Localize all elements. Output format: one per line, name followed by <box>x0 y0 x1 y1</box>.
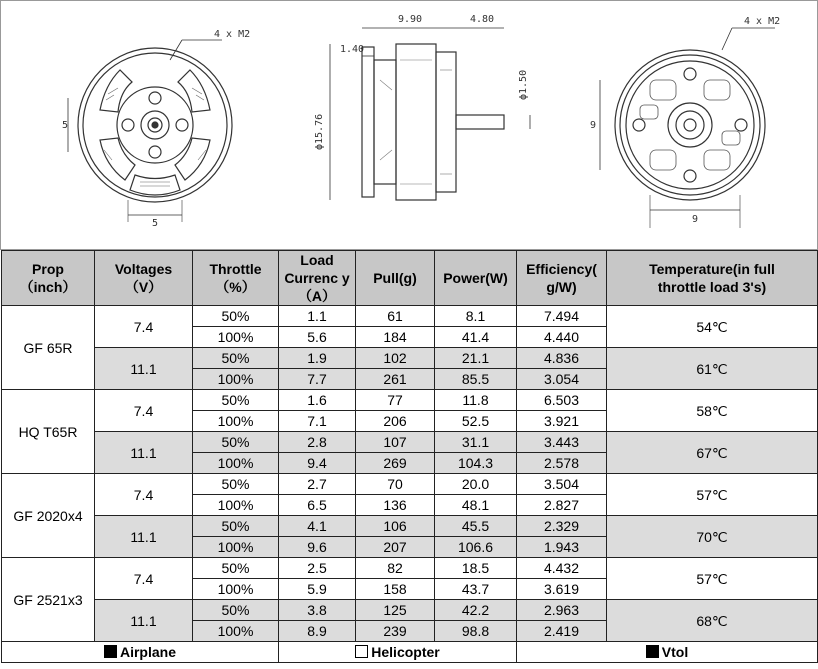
current-cell: 1.1 <box>279 306 356 327</box>
efficiency-cell: 4.432 <box>517 558 607 579</box>
voltage-cell: 7.4 <box>95 558 193 600</box>
pull-cell: 61 <box>356 306 435 327</box>
power-cell: 8.1 <box>435 306 517 327</box>
efficiency-cell: 4.836 <box>517 348 607 369</box>
throttle-cell: 100% <box>193 327 279 348</box>
temperature-cell: 58℃ <box>607 390 818 432</box>
legend-row <box>2 642 818 663</box>
temperature-cell: 57℃ <box>607 558 818 600</box>
prop-cell: GF 2020x4 <box>2 474 95 558</box>
table-header <box>2 251 818 306</box>
current-cell: 4.1 <box>279 516 356 537</box>
pull-cell: 206 <box>356 411 435 432</box>
pull-cell: 184 <box>356 327 435 348</box>
throttle-cell: 50% <box>193 348 279 369</box>
throttle-cell: 50% <box>193 306 279 327</box>
performance-table <box>1 250 818 663</box>
side-diameter-dim: ϕ15.76 <box>314 113 325 150</box>
header-load-current: Load Currenc y（A） <box>279 251 356 306</box>
current-cell: 2.5 <box>279 558 356 579</box>
current-cell: 9.6 <box>279 537 356 558</box>
power-cell: 104.3 <box>435 453 517 474</box>
power-cell: 52.5 <box>435 411 517 432</box>
front-hole-label: 4 x M2 <box>214 29 251 40</box>
power-cell: 98.8 <box>435 621 517 642</box>
legend-airplane: Airplane <box>2 642 279 663</box>
throttle-cell: 50% <box>193 600 279 621</box>
efficiency-cell: 3.921 <box>517 411 607 432</box>
front-width-dim: 5 <box>152 218 159 229</box>
power-cell: 21.1 <box>435 348 517 369</box>
rear-hole-label: 4 x M2 <box>744 16 781 27</box>
side-shaft-diameter-dim: ϕ1.50 <box>518 69 529 100</box>
current-cell: 1.6 <box>279 390 356 411</box>
prop-cell: GF 65R <box>2 306 95 390</box>
temperature-cell: 54℃ <box>607 306 818 348</box>
voltage-cell: 7.4 <box>95 306 193 348</box>
power-cell: 20.0 <box>435 474 517 495</box>
table-body <box>2 306 818 642</box>
current-cell: 7.1 <box>279 411 356 432</box>
pull-cell: 82 <box>356 558 435 579</box>
rear-height-dim: 9 <box>590 120 597 131</box>
current-cell: 5.6 <box>279 327 356 348</box>
current-cell: 9.4 <box>279 453 356 474</box>
efficiency-cell: 3.443 <box>517 432 607 453</box>
legend-vtol: Vtol <box>517 642 818 663</box>
power-cell: 18.5 <box>435 558 517 579</box>
pull-cell: 261 <box>356 369 435 390</box>
power-cell: 42.2 <box>435 600 517 621</box>
efficiency-cell: 2.963 <box>517 600 607 621</box>
throttle-cell: 100% <box>193 621 279 642</box>
checkbox-icon <box>646 645 659 658</box>
temperature-cell: 68℃ <box>607 600 818 642</box>
table-row <box>2 474 818 495</box>
current-cell: 5.9 <box>279 579 356 600</box>
table-row <box>2 600 818 621</box>
side-flange-dim: 1.40 <box>340 44 365 55</box>
throttle-cell: 50% <box>193 558 279 579</box>
pull-cell: 207 <box>356 537 435 558</box>
pull-cell: 106 <box>356 516 435 537</box>
header-pull: Pull(g) <box>356 251 435 306</box>
table-row <box>2 432 818 453</box>
throttle-cell: 50% <box>193 390 279 411</box>
pull-cell: 136 <box>356 495 435 516</box>
power-cell: 11.8 <box>435 390 517 411</box>
header-efficiency: Efficiency( g/W) <box>517 251 607 306</box>
rear-view <box>600 28 775 228</box>
current-cell: 6.5 <box>279 495 356 516</box>
throttle-cell: 100% <box>193 369 279 390</box>
efficiency-cell: 3.504 <box>517 474 607 495</box>
pull-cell: 158 <box>356 579 435 600</box>
header-prop: Prop （inch） <box>2 251 95 306</box>
front-height-dim: 5 <box>62 120 69 131</box>
side-shaft-length-dim: 4.80 <box>470 14 495 25</box>
temperature-cell: 67℃ <box>607 432 818 474</box>
throttle-cell: 100% <box>193 537 279 558</box>
pull-cell: 77 <box>356 390 435 411</box>
throttle-cell: 100% <box>193 495 279 516</box>
checkbox-icon <box>104 645 117 658</box>
power-cell: 48.1 <box>435 495 517 516</box>
table-row <box>2 558 818 579</box>
current-cell: 2.8 <box>279 432 356 453</box>
prop-cell: GF 2521x3 <box>2 558 95 642</box>
power-cell: 85.5 <box>435 369 517 390</box>
current-cell: 1.9 <box>279 348 356 369</box>
efficiency-cell: 7.494 <box>517 306 607 327</box>
efficiency-cell: 2.419 <box>517 621 607 642</box>
pull-cell: 239 <box>356 621 435 642</box>
voltage-cell: 7.4 <box>95 390 193 432</box>
current-cell: 2.7 <box>279 474 356 495</box>
voltage-cell: 7.4 <box>95 474 193 516</box>
power-cell: 41.4 <box>435 327 517 348</box>
throttle-cell: 100% <box>193 453 279 474</box>
rear-width-dim: 9 <box>692 214 699 225</box>
pull-cell: 102 <box>356 348 435 369</box>
motor-drawings <box>0 0 818 250</box>
power-cell: 45.5 <box>435 516 517 537</box>
pull-cell: 107 <box>356 432 435 453</box>
table-row <box>2 306 818 327</box>
voltage-cell: 11.1 <box>95 432 193 474</box>
efficiency-cell: 3.054 <box>517 369 607 390</box>
efficiency-cell: 2.578 <box>517 453 607 474</box>
current-cell: 8.9 <box>279 621 356 642</box>
efficiency-cell: 3.619 <box>517 579 607 600</box>
side-total-length-dim: 9.90 <box>398 14 423 25</box>
power-cell: 31.1 <box>435 432 517 453</box>
throttle-cell: 100% <box>193 411 279 432</box>
voltage-cell: 11.1 <box>95 516 193 558</box>
efficiency-cell: 1.943 <box>517 537 607 558</box>
voltage-cell: 11.1 <box>95 348 193 390</box>
prop-cell: HQ T65R <box>2 390 95 474</box>
checkbox-icon <box>355 645 368 658</box>
pull-cell: 125 <box>356 600 435 621</box>
temperature-cell: 61℃ <box>607 348 818 390</box>
throttle-cell: 100% <box>193 579 279 600</box>
temperature-cell: 70℃ <box>607 516 818 558</box>
voltage-cell: 11.1 <box>95 600 193 642</box>
motor-technical-drawing <box>0 0 818 250</box>
pull-cell: 70 <box>356 474 435 495</box>
throttle-cell: 50% <box>193 432 279 453</box>
efficiency-cell: 2.827 <box>517 495 607 516</box>
table-row <box>2 390 818 411</box>
power-cell: 106.6 <box>435 537 517 558</box>
power-cell: 43.7 <box>435 579 517 600</box>
header-power: Power(W) <box>435 251 517 306</box>
table-row <box>2 516 818 537</box>
front-view <box>68 40 232 222</box>
header-throttle: Throttle （%） <box>193 251 279 306</box>
header-voltages: Voltages （V） <box>95 251 193 306</box>
throttle-cell: 50% <box>193 474 279 495</box>
current-cell: 7.7 <box>279 369 356 390</box>
efficiency-cell: 6.503 <box>517 390 607 411</box>
current-cell: 3.8 <box>279 600 356 621</box>
efficiency-cell: 2.329 <box>517 516 607 537</box>
throttle-cell: 50% <box>193 516 279 537</box>
pull-cell: 269 <box>356 453 435 474</box>
header-temperature: Temperature(in full throttle load 3's) <box>607 251 818 306</box>
table-row <box>2 348 818 369</box>
efficiency-cell: 4.440 <box>517 327 607 348</box>
temperature-cell: 57℃ <box>607 474 818 516</box>
legend-helicopter: Helicopter <box>279 642 517 663</box>
